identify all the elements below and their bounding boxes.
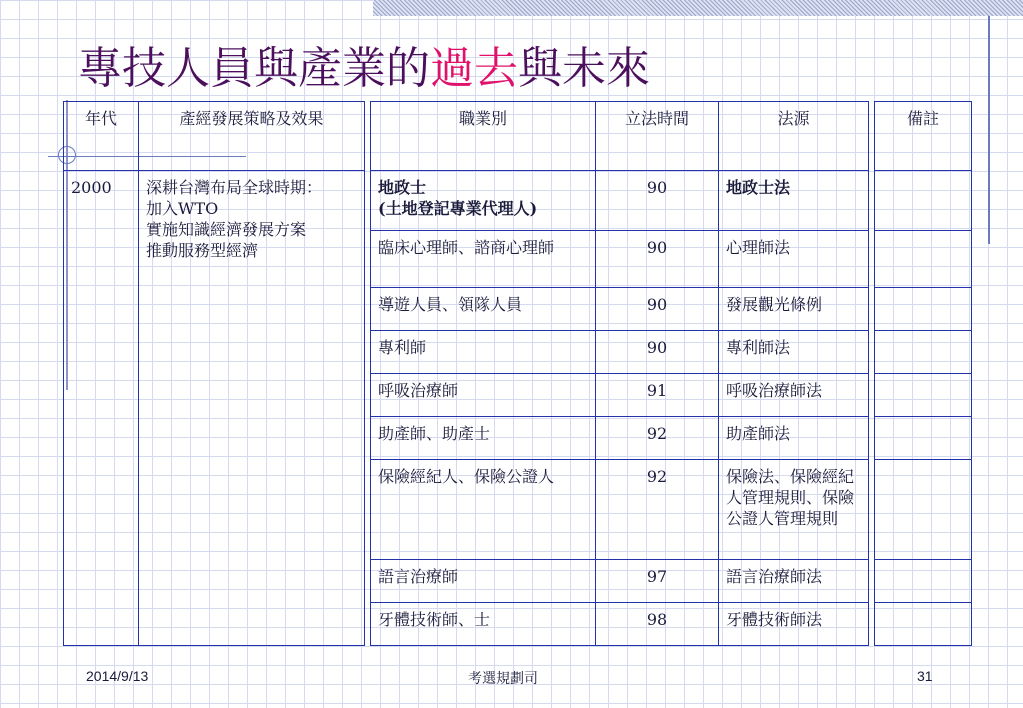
header-cell: 年代 bbox=[64, 102, 139, 171]
note-cell bbox=[875, 560, 972, 603]
header-cell: 職業別 bbox=[371, 102, 596, 171]
occupation-cell: 導遊人員、領隊人員 bbox=[371, 288, 596, 331]
law-cell: 地政士法 bbox=[719, 171, 869, 231]
legislation-year-cell: 98 bbox=[596, 603, 719, 646]
note-cell bbox=[875, 231, 972, 288]
header-hatch-band bbox=[373, 0, 1023, 16]
occupation-cell: 呼吸治療師 bbox=[371, 374, 596, 417]
footer-page-number: 31 bbox=[917, 668, 933, 684]
header-cell: 備註 bbox=[875, 102, 972, 171]
legislation-year-cell: 90 bbox=[596, 331, 719, 374]
note-cell bbox=[875, 374, 972, 417]
note-cell bbox=[875, 288, 972, 331]
note-cell bbox=[875, 417, 972, 460]
legislation-year-cell: 90 bbox=[596, 171, 719, 231]
occupation-cell: 牙體技術師、士 bbox=[371, 603, 596, 646]
year-cell: 2000 bbox=[64, 171, 139, 646]
header-row bbox=[64, 102, 972, 171]
title-part-1: 專技人員與產業的 bbox=[78, 43, 430, 94]
legislation-year-cell: 92 bbox=[596, 460, 719, 560]
footer-date: 2014/9/13 bbox=[86, 668, 149, 684]
law-cell: 助產師法 bbox=[719, 417, 869, 460]
note-cell bbox=[875, 603, 972, 646]
legislation-year-cell: 92 bbox=[596, 417, 719, 460]
decorative-vertical-line bbox=[988, 16, 990, 244]
occupation-cell: 地政士 (土地登記專業代理人) bbox=[371, 171, 596, 231]
legislation-year-cell: 97 bbox=[596, 560, 719, 603]
law-cell: 心理師法 bbox=[719, 231, 869, 288]
occupation-cell: 專利師 bbox=[371, 331, 596, 374]
profession-law-table bbox=[63, 101, 972, 646]
strategy-cell: 深耕台灣布局全球時期： 加入WTO 實施知識經濟發展方案 推動服務型經濟 bbox=[139, 171, 365, 646]
title-highlight: 過去 bbox=[430, 43, 518, 94]
occupation-cell: 臨床心理師、諮商心理師 bbox=[371, 231, 596, 288]
law-cell: 發展觀光條例 bbox=[719, 288, 869, 331]
legislation-year-cell: 90 bbox=[596, 231, 719, 288]
table-row bbox=[64, 171, 972, 231]
header-cell: 法源 bbox=[719, 102, 869, 171]
title-part-2: 與未來 bbox=[518, 43, 650, 94]
slide-title bbox=[78, 34, 650, 104]
note-cell bbox=[875, 331, 972, 374]
law-cell: 牙體技術師法 bbox=[719, 603, 869, 646]
note-cell bbox=[875, 460, 972, 560]
note-cell bbox=[875, 171, 972, 231]
occupation-cell: 保險經紀人、保險公證人 bbox=[371, 460, 596, 560]
law-cell: 語言治療師法 bbox=[719, 560, 869, 603]
law-cell: 專利師法 bbox=[719, 331, 869, 374]
occupation-cell: 助產師、助產士 bbox=[371, 417, 596, 460]
footer-organization: 考選規劃司 bbox=[468, 670, 538, 686]
header-cell: 立法時間 bbox=[596, 102, 719, 171]
law-cell: 呼吸治療師法 bbox=[719, 374, 869, 417]
law-cell: 保險法、保險經紀人管理規則、保險公證人管理規則 bbox=[719, 460, 869, 560]
header-cell: 產經發展策略及效果 bbox=[139, 102, 365, 171]
legislation-year-cell: 90 bbox=[596, 288, 719, 331]
legislation-year-cell: 91 bbox=[596, 374, 719, 417]
occupation-cell: 語言治療師 bbox=[371, 560, 596, 603]
